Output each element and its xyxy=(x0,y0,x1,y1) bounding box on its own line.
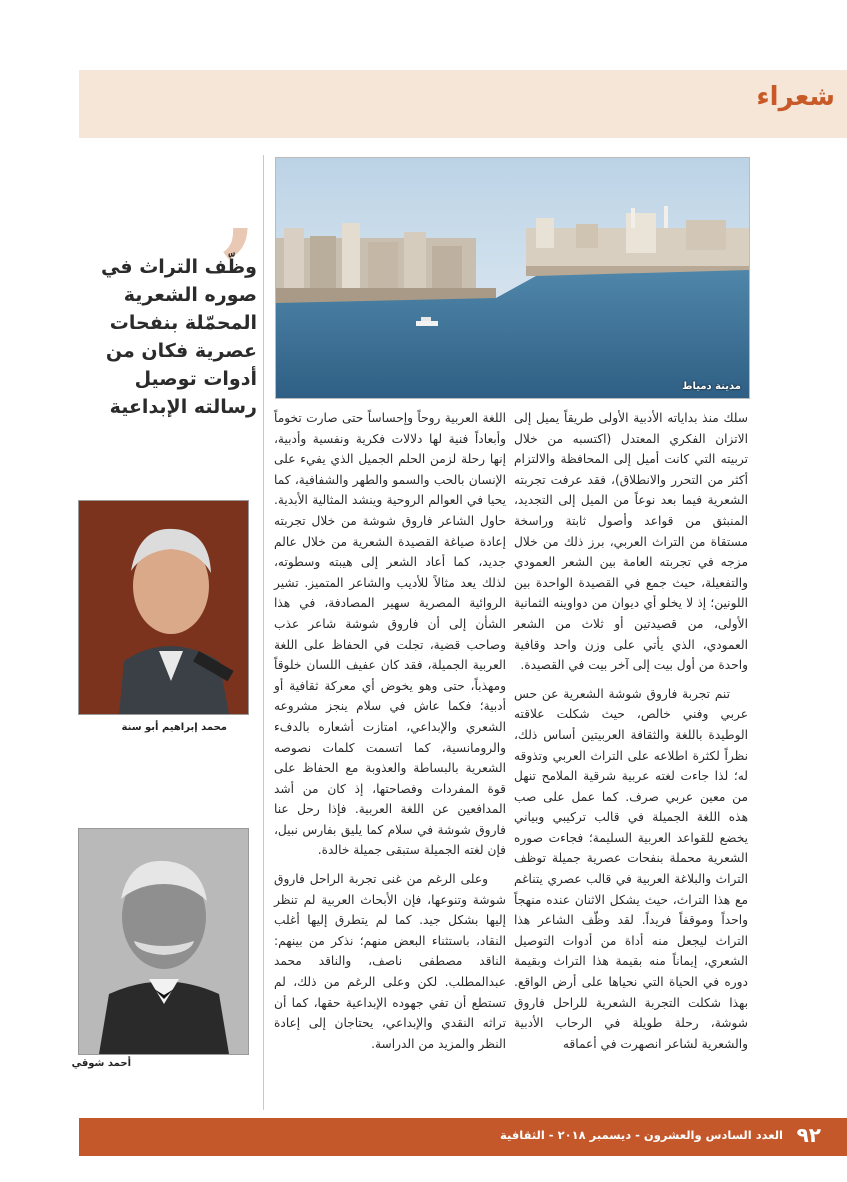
article-paragraph: اللغة العربية روحاً وإحساساً حتى صارت تخوماً وأبعاداً فنية لها دلالات فكرية ونفسية وأدبية، إنها رحلة لزمن الحلم الجميل الذي يفيء على الإنسان بالحب والسمو والطهر والشفافية، كما يحيا في العوالم الروحية وينشد المثالية الأبدية. حاول الشاعر فاروق شوشة من خلال تجربته إعادة صياغة القصيدة الشعرية من خلال عالم جديد، كما أعاد الشعر إلى هيبته وسطوته، لذلك يعد مثالاً للأديب والشاعر المتميز. تشير الروائية المصرية سهير المصادفة، في هذا الشأن إلى أن فاروق شوشة شاعر عذب وصاحب قضية، تجلت في الحفاظ على اللغة العربية الجميلة، فقد كان عفيف اللسان خلوقاً ومهذباً، حتى وهو يخوض أي معركة ثقافية أو أدبية؛ فكما عاش في سلام ينجز مشروعه الشعري والإبداعي، امتازت أشعاره بالدفء والرومانسية، كما اتسمت كلمات نصوصه الشعرية بالبساطة والعذوبة مع الحفاظ على قوة المفردات وفصاحتها، إذ كان من أشد المدافعين عن اللغة العربية. فإذا رحل عنا فاروق شوشة في سلام كما يليق بفارس نبيل، فإن لغته الجميلة ستبقى جميلة خالدة. xyxy=(274,411,506,858)
article-column-left xyxy=(274,408,506,1054)
photo-caption: مدينة دمياط xyxy=(682,381,741,392)
article-paragraph: سلك منذ بداياته الأدبية الأولى طريقاً يميل إلى الاتزان الفكري المعتدل (اكتسبه من خلال تربيته التي كانت أميل إلى المحافظة والالتزام أكثر من التحرر والانطلاق)، فقد عرفت تجربته الشعرية فيما بعد نوعاً من الميل إلى التجديد، المنبثق من قواعد وأصول ثابتة وراسخة مستقاة من التراث العربي، برز ذلك من خلال مزجه في تجربته العامة بين الشعر العمودي والتفعيلة، حيث جمع في القصيدة الواحدة بين اللونين؛ إذ لا يخلو أي ديوان من دواوينه الثمانية الأولى، من قصيدتين أو ثلاث من الشعر العمودي، الذي يأتي على وزن واحد وقافية واحدة من أول بيت إلى آخر بيت في القصيدة. xyxy=(514,411,748,673)
quote-mark-icon: ’ xyxy=(218,205,257,334)
pull-quote: وظّف التراث في صوره الشعرية المحمّلة بنفحات عصرية فكان من أدوات توصيل رسالته الإبداعية xyxy=(100,256,257,418)
article-column-right xyxy=(514,408,748,1054)
portrait-caption: أحمد شوقي xyxy=(71,1058,131,1069)
footer-issue-text: العدد السادس والعشرون - ديسمبر ٢٠١٨ - الثقافية xyxy=(500,1128,783,1142)
portrait-photo xyxy=(78,500,249,715)
footer-band xyxy=(79,1118,847,1156)
article-paragraph: تنم تجربة فاروق شوشة الشعرية عن حس عربي وفني خالص، حيث شكلت علاقته الوطيدة باللغة والثقافة العربيتين أساس ذلك، نظراً لكثرة اطلاعه على التراث العربي وتذوقه له؛ لذا جاءت لغته عربية شرقية الملامح تنهل من معين عربي صرف. كما عمل على صب هذه اللغة الجميلة في قالب تركيبي وبياني يخضع للقواعد العربية السليمة؛ فجاءت صوره الشعرية محملة بنفحات عصرية جميلة توظف التراث والبلاغة العربية في قالب عصري يتناغم مع هذا التراث، حيث يشكل الاثنان عنده منهجاً واحداً وموقفاً فريداً. لقد وظّف الشاعر هذا التراث ليجعل منه أداة من أدوات التوصيل الشعري، إيماناً منه بقيمة هذا التراث وبقيمة دوره في الحياة التي نحياها على أرض الواقع. بهذا شكلت التجربة الشعرية للراحل فاروق شوشة، رحلة طويلة في الرحاب الأدبية والشعرية لشاعر انصهرت في أعماقه xyxy=(514,686,748,1051)
portrait-photo xyxy=(78,828,249,1055)
portrait-image xyxy=(79,829,248,1054)
article-paragraph: وعلى الرغم من غنى تجربة الراحل فاروق شوشة وتنوعها، فإن الأبحاث العربية لم تنظر إليها بشكل جيد. كما لم يتطرق إليها أغلب النقاد، باستثناء البعض منهم؛ نذكر من بينهم: الناقد مصطفى ناصف، والناقد محمد عبدالمطلب. لكن وعلى الرغم من ذلك، لم تستطع أن تفي جهوده الإبداعية حقها، كما أن تراثه النقدي والإبداعي، يحتاجان إلى إعادة النظر والمزيد من الدراسة. xyxy=(274,872,506,1051)
page-number: ٩٢ xyxy=(796,1123,821,1147)
column-divider xyxy=(263,155,264,1110)
city-river-image xyxy=(276,158,749,398)
portrait-caption: محمد إبراهيم أبو سنة xyxy=(121,722,227,733)
section-title: شعراء xyxy=(756,82,835,112)
main-photo xyxy=(275,157,750,399)
portrait-image xyxy=(79,501,248,714)
header-band xyxy=(79,70,847,138)
